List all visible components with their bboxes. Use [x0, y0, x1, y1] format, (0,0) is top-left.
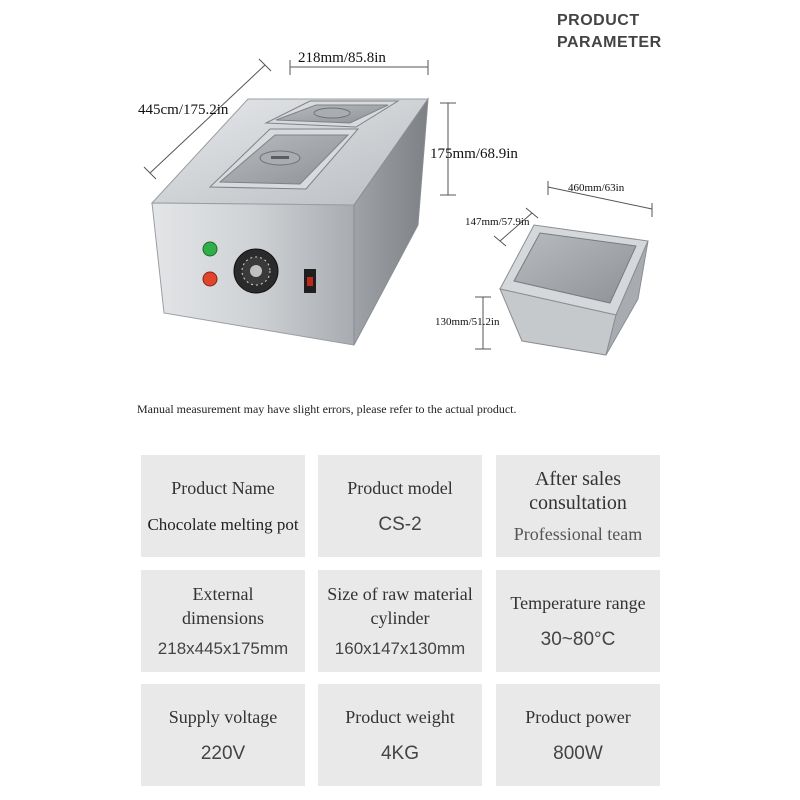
- param-label: Product power: [525, 707, 631, 727]
- cylinder-height-label: 130mm/51.2in: [435, 316, 500, 328]
- heading-line-1: PRODUCT: [557, 12, 640, 29]
- param-value: 4KG: [380, 743, 420, 764]
- param-card-product-power: [496, 684, 660, 786]
- param-card-supply-voltage: [141, 684, 305, 786]
- param-card-temperature-range: [496, 570, 660, 672]
- param-card-external-dimensions: [141, 570, 305, 672]
- param-card-cylinder-size: [318, 570, 482, 672]
- param-value: Professional team: [513, 524, 643, 544]
- cylinder-depth-label: 147mm/57.9in: [465, 216, 530, 228]
- length-dimension-label: 445cm/175.2in: [138, 102, 229, 118]
- param-label: External dimensions: [181, 584, 264, 628]
- param-card-after-sales: [496, 455, 660, 557]
- param-value: 160x147x130mm: [334, 639, 466, 658]
- param-label: Temperature range: [510, 593, 646, 613]
- param-card-product-name: [141, 455, 305, 557]
- measurement-note: Manual measurement may have slight errors, please refer to the actual product.: [137, 402, 517, 416]
- param-value: Chocolate melting pot: [147, 515, 299, 534]
- product-illustration: [130, 45, 660, 365]
- cylinder-width-label: 460mm/63in: [568, 182, 625, 194]
- width-dimension-label: 218mm/85.8in: [298, 50, 386, 66]
- param-value: 218x445x175mm: [157, 639, 289, 658]
- param-label: Product weight: [345, 707, 455, 727]
- param-value: 800W: [553, 743, 603, 764]
- param-label: Size of raw material cylinder: [327, 584, 473, 628]
- param-label: Product model: [347, 478, 453, 498]
- param-label: Product Name: [171, 478, 275, 498]
- param-label: Supply voltage: [168, 707, 278, 727]
- param-value: 30~80°C: [540, 629, 616, 650]
- param-card-product-weight: [318, 684, 482, 786]
- param-label: After sales consultation: [529, 468, 627, 514]
- heading-line-2: PARAMETER: [557, 34, 662, 51]
- param-value: 220V: [200, 743, 246, 764]
- param-value: CS-2: [378, 514, 422, 535]
- param-card-product-model: [318, 455, 482, 557]
- height-dimension-label: 175mm/68.9in: [430, 146, 518, 162]
